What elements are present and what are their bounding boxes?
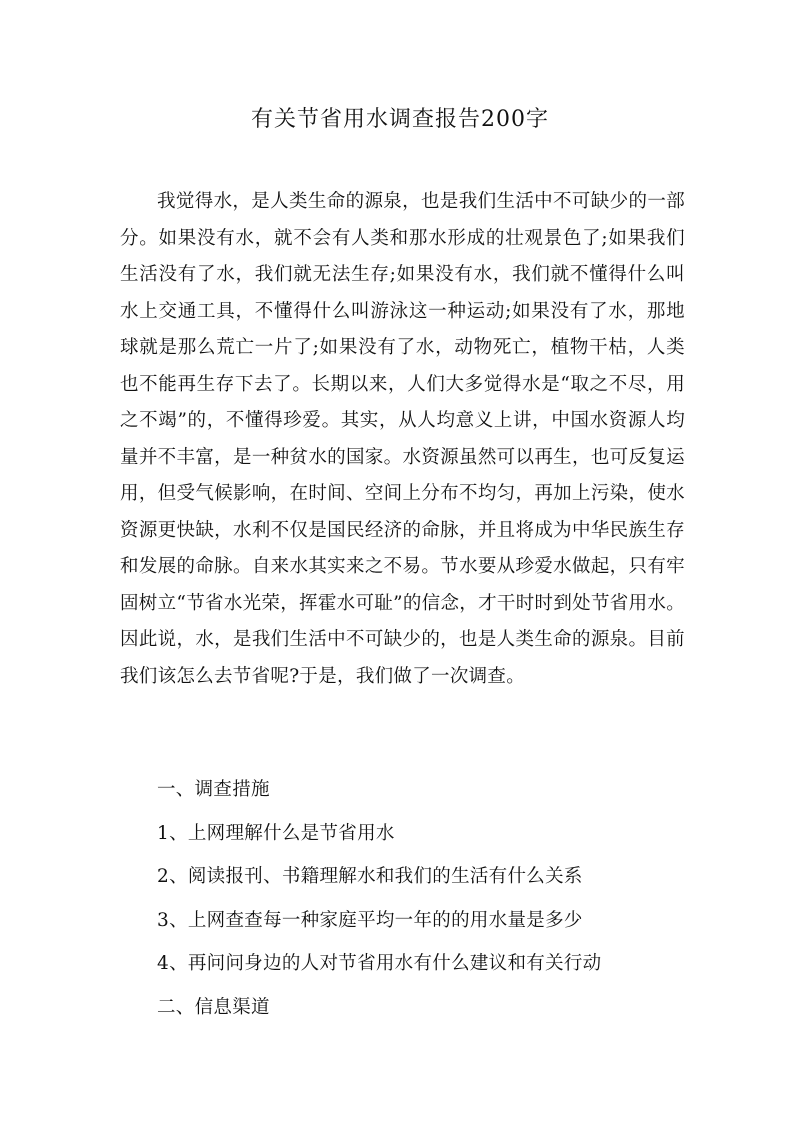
list-item: 1、上网理解什么是节省用水	[157, 822, 395, 844]
section-heading-channels: 二、信息渠道	[157, 996, 270, 1018]
content-list	[120, 768, 685, 1029]
section-heading-measures: 一、调查措施	[157, 779, 270, 800]
list-item: 4、再问问身边的人对节省用水有什么建议和有关行动	[157, 953, 602, 974]
list-item: 2、阅读报刊、书籍理解水和我们的生活有什么关系	[157, 866, 583, 887]
intro-paragraph: 我觉得水，是人类生命的源泉，也是我们生活中不可缺少的一部分。如果没有水，就不会有人类和那水形成的壮观景色了;如果我们生活没有了水，我们就无法生存;如果没有水，我们就不懂得什么叫水上交通工具，不懂得什么叫游泳这一种运动;如果没有了水，那地球就是那么荒亡一片了;如果没有了水，动物死亡，植物干枯，人类也不能再生存下去了。长期以来，人们大多觉得水是“取之不尽，用之不竭”的，不懂得珍爱。其实，从人均意义上讲，中国水资源人均量并不丰富，是一种贫水的国家。水资源虽然可以再生，也可反复运用，但受气候影响，在时间、空间上分布不均匀，再加上污染，使水资源更快缺，水利不仅是国民经济的命脉，并且将成为中华民族生存和发展的命脉。自来水其实来之不易。节水要从珍爱水做起，只有牢固树立“节省水光荣，挥霍水可耻”的信念，才干时时到处节省用水。因此说，水，是我们生活中不可缺少的，也是人类生命的源泉。目前我们该怎么去节省呢?于是，我们做了一次调查。	[120, 191, 685, 687]
list-item: 3、上网查查每一种家庭平均一年的的用水量是多少	[157, 909, 583, 931]
document-title: 有关节省用水调查报告200字	[251, 107, 549, 132]
